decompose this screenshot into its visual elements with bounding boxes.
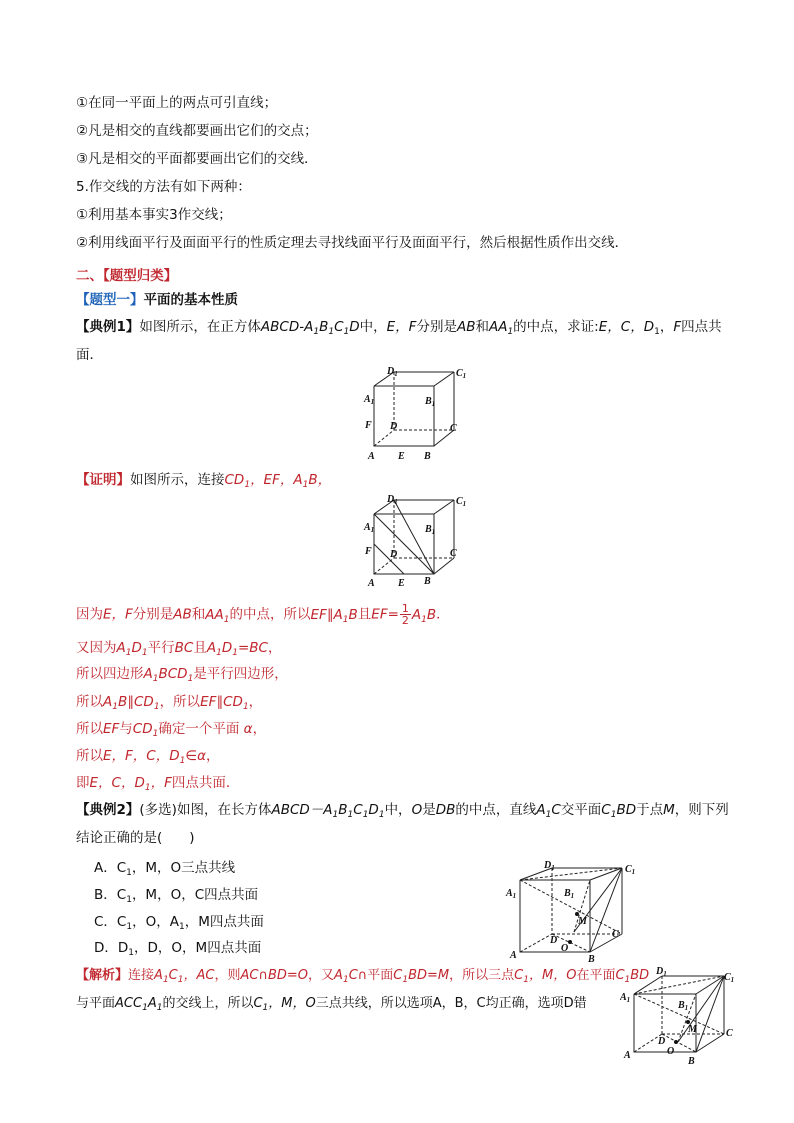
label-a1: $A_1$ — [364, 394, 375, 406]
opt-d-tail: ，D，O，M四点共面 — [134, 940, 262, 956]
proof-l4-b: ，所以 — [159, 694, 201, 710]
c2-label-c: C — [726, 1028, 733, 1039]
c1-label-b1: $B_1$ — [564, 888, 575, 900]
c2-label-a: A — [624, 1050, 631, 1061]
cube-figure-2 — [362, 494, 466, 592]
proof-l3-a: 所以四边形 — [76, 666, 144, 682]
proof-l6-a: 所以 — [76, 748, 103, 764]
proof-line-4: 所以$A_1B\parallel CD_1$，所以$EF\parallel CD_1$， — [76, 694, 263, 712]
example1-question-end: 面． — [76, 347, 103, 363]
analysis-t6: 在平面 — [576, 968, 616, 983]
label2-d: D — [390, 549, 398, 560]
section-prefix: 二、 — [76, 268, 103, 284]
analysis-line-1: 【解析】连接$A_1C_1$，AC，则AC∩BD=O，又$A_1C\cap$平面$C_1BD=M$，所以三点$C_1$，M，O在平面$C_1BD$ — [76, 968, 650, 985]
method-title: 5.作交线的方法有如下两种： — [76, 179, 251, 195]
label2-e: E — [398, 578, 405, 589]
opt-b-head: B．C — [94, 887, 127, 903]
proof-l5-a: 所以 — [76, 721, 103, 737]
ex1-text-i: 四点共 — [681, 319, 722, 335]
ex1-ab: AB — [456, 319, 476, 335]
proof-line-5: 所以EF与$CD_1$确定一个平面 α， — [76, 721, 267, 739]
type1-name: 平面的基本性质 — [143, 292, 238, 308]
c2-label-c1: $C_1$ — [724, 972, 735, 984]
example2-question-end: 结论正确的是( ) — [76, 830, 195, 846]
analysis-line-2: 与平面$ACC_1A_1$的交线上，所以$C_1$，M，O三点共线，所以选项A，B，C均正确，选项D错 — [76, 996, 587, 1013]
c2-label-a1: $A_1$ — [620, 992, 631, 1004]
proof-l1-b: 分别是 — [132, 606, 174, 623]
analysis-t9: 三点共线，所以选项A，B，C均正确，选项D错 — [315, 996, 587, 1011]
analysis-t3: ，又 — [308, 968, 335, 983]
c2-label-o: O — [667, 1046, 675, 1057]
c2-label-b1: $B_1$ — [678, 1000, 689, 1012]
c1-label-d1: $D_1$ — [544, 860, 555, 872]
label2-c: C — [450, 548, 457, 559]
proof-intro: 【证明】如图所示，连接$CD_1$，EF，$A_1B$， — [76, 472, 332, 490]
ex1-points: E，C，D — [598, 319, 655, 335]
ex1-ef: E，F — [386, 319, 417, 335]
analysis-tag: 【解析】 — [76, 968, 129, 983]
proof-l5-b: 与 — [119, 721, 133, 737]
proof-l7-a: 即 — [76, 775, 90, 791]
analysis-t7: 与平面 — [76, 996, 116, 1011]
section-heading — [76, 266, 177, 286]
proof-line-3: 所以四边形$A_1BCD_1$是平行四边形， — [76, 666, 288, 684]
ex2-text-d: 的中点，直线 — [455, 802, 537, 818]
type1-heading — [76, 290, 238, 310]
ex2-text-a: (多选)如图，在长方体 — [139, 802, 272, 818]
proof-text: 如图所示，连接 — [130, 472, 225, 488]
section-title: 【题型归类】 — [103, 268, 178, 284]
rule-1: ①在同一平面上的两点可引直线； — [76, 95, 278, 111]
opt-c-mid: ，O，A — [132, 914, 179, 930]
proof-l5-c: 确定一个平面 — [158, 721, 240, 737]
method-2: ②利用线面平行及面面平行的性质定理去寻找线面平行及面面平行，然后根据性质作出交线． — [76, 235, 629, 251]
label2-a: A — [368, 578, 375, 589]
ex1-comma: ， — [659, 319, 674, 335]
c1-label-c: C — [612, 929, 619, 940]
proof-line-1: 因为E，F分别是AB和$AA_1$的中点，所以$EF\parallel A_1B$且EF= $\frac{1}{2}$ $A_1B$． — [76, 602, 450, 627]
ex1-text-a: 如图所示，在正方体 — [139, 319, 261, 335]
proof-tag: 【证明】 — [76, 472, 130, 488]
c1-label-c1: $C_1$ — [625, 864, 636, 876]
analysis-t8: 的交线上，所以 — [162, 996, 254, 1011]
label-c: C — [450, 423, 457, 434]
point-o — [568, 940, 572, 944]
c1-label-a1: $A_1$ — [506, 888, 517, 900]
opt-a-head: A．C — [94, 860, 127, 876]
ex2-text-g: ，则下列 — [674, 802, 729, 818]
proof-l2-c: 且 — [193, 640, 207, 656]
ex1-cube: ABCD — [260, 319, 300, 335]
option-b: B．$C_1$，M，O，C四点共面 — [94, 887, 259, 905]
c1-label-b: B — [588, 954, 595, 962]
label2-b: B — [424, 576, 431, 587]
ex1-text-e: 的中点，求证: — [513, 319, 599, 335]
rule-2: ②凡是相交的直线都要画出它们的交点； — [76, 123, 318, 139]
opt-c-head: C．C — [94, 914, 127, 930]
label-b1: $B_1$ — [425, 396, 436, 408]
c2-label-d: D — [658, 1036, 666, 1047]
ex1-text-c: 分别是 — [416, 319, 457, 335]
ex1-text-d: 和 — [475, 319, 489, 335]
label-b: B — [424, 451, 431, 462]
label2-a1: $A_1$ — [364, 522, 375, 534]
c1-label-d: D — [550, 935, 558, 946]
option-d: D．$D_1$，D，O，M四点共面 — [94, 940, 262, 958]
ex2-text-f: 于点 — [636, 802, 664, 818]
label-f: F — [365, 420, 372, 431]
ex2-text-b: 中， — [384, 802, 412, 818]
ex2-text-c: 是 — [422, 802, 436, 818]
proof-l2-a: 又因为 — [76, 640, 117, 656]
example2-question: 【典例2】(多选)如图，在长方体$ABCD-A_1B_1C_1D_1$中，O是DB的中点，直线$A_1C$交平面$C_1BD$于点M，则下列 — [76, 802, 729, 820]
label-e: E — [398, 451, 405, 462]
cube-figure-1 — [362, 366, 466, 464]
analysis-t5: ，所以三点 — [449, 968, 515, 983]
opt-c-tail: ，M四点共面 — [184, 914, 264, 930]
proof-line-7: 即E，C，$D_1$，F四点共面． — [76, 775, 240, 793]
proof-l4-a: 所以 — [76, 694, 103, 710]
label2-f: F — [365, 546, 372, 557]
analysis-t1: 连接 — [128, 968, 155, 983]
label2-b1: $B_1$ — [425, 524, 436, 536]
label2-c1: $C_1$ — [456, 496, 466, 508]
ex1-f: F — [673, 319, 682, 335]
proof-line-6: 所以E，F，C，$D_1\in\alpha$， — [76, 748, 220, 766]
point2-o — [674, 1040, 678, 1044]
proof-l1-e: 且 — [357, 606, 372, 623]
proof-l1-c: 和 — [191, 606, 206, 623]
analysis-t2: ，则 — [214, 968, 241, 983]
label-c1: $C_1$ — [456, 368, 466, 380]
c1-label-a: A — [510, 950, 517, 961]
proof-l1-d: 的中点，所以 — [229, 606, 311, 623]
option-a: A．$C_1$，M，O三点共线 — [94, 860, 236, 878]
example2-tag: 【典例2】 — [76, 802, 140, 818]
opt-a-tail: ，M，O三点共线 — [131, 860, 236, 876]
label2-d1: $D_1$ — [387, 494, 398, 506]
opt-b-tail: ，M，O，C四点共面 — [131, 887, 259, 903]
analysis-t4: 平面 — [367, 968, 394, 983]
ex1-text-b: 中， — [359, 319, 387, 335]
option-c: C．$C_1$，O，$A_1$，M四点共面 — [94, 914, 264, 932]
proof-l1-a: 因为 — [76, 606, 103, 623]
method-1: ①利用基本事实3作交线； — [76, 207, 232, 223]
proof-l7-b: 四点共面． — [171, 775, 240, 791]
label-d1: $D_1$ — [387, 366, 398, 378]
c1-label-o: O — [561, 943, 569, 954]
c2-label-d1: $D_1$ — [656, 966, 667, 978]
c1-label-m: M — [578, 916, 587, 927]
ex2-text-e: 交平面 — [560, 802, 602, 818]
label-a: A — [368, 451, 375, 462]
type1-tag: 【题型一】 — [76, 292, 144, 308]
example1-tag: 【典例1】 — [76, 319, 140, 335]
rule-3: ③凡是相交的平面都要画出它们的交线． — [76, 151, 318, 167]
example1-question: 【典例1】如图所示，在正方体ABCD-$A_1B_1C_1D$中，E，F分别是AB和$AA_1$的中点，求证:E，C，$D_1$，F四点共 — [76, 319, 722, 337]
cuboid-figure-2 — [620, 962, 744, 1066]
opt-d-head: D．D — [94, 940, 129, 956]
proof-l2-b: 平行 — [147, 640, 175, 656]
proof-l3-b: 是平行四边形， — [193, 666, 288, 682]
label-d: D — [390, 421, 398, 432]
cuboid-figure-1 — [504, 858, 636, 962]
c2-label-m: M — [688, 1024, 697, 1035]
proof-line-2: 又因为$A_1D_1$平行BC且$A_1D_1=BC$， — [76, 640, 282, 658]
c2-label-b: B — [688, 1056, 695, 1066]
